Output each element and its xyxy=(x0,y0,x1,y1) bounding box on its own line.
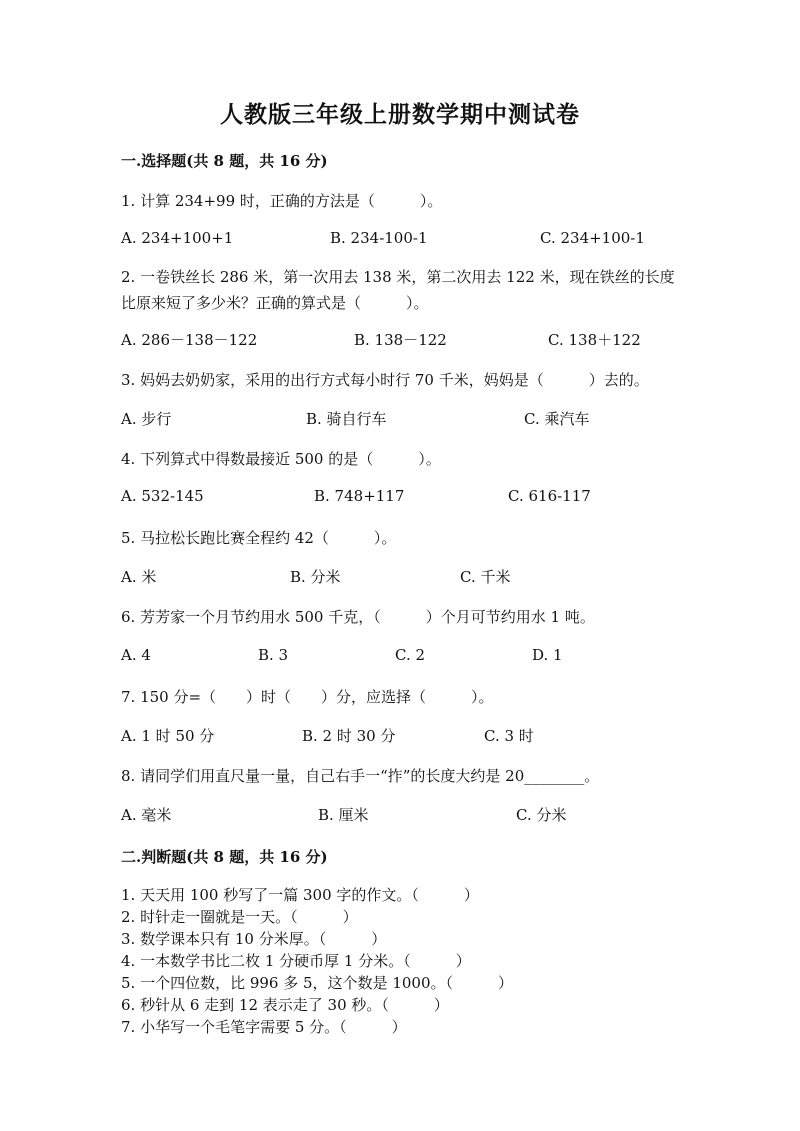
q6-option-d: D. 1 xyxy=(532,646,563,664)
q8-option-a: A. 毫米 xyxy=(121,806,172,824)
q1-option-b: B. 234-100-1 xyxy=(330,229,428,247)
question-6: 6. 芳芳家一个月节约用水 500 千克，（ ）个月可节约用水 1 吨。 xyxy=(121,608,595,626)
q8-option-c: C. 分米 xyxy=(516,806,567,824)
q6-option-a: A. 4 xyxy=(121,646,151,664)
judgement-1: 1. 天天用 100 秒写了一篇 300 字的作文。（ ） xyxy=(121,886,479,904)
section-heading-judgement: 二.判断题(共 8 题，共 16 分) xyxy=(121,848,328,866)
question-8: 8. 请同学们用直尺量一量，自己右手一“拃”的长度大约是 20________。 xyxy=(121,767,600,785)
judgement-7: 7. 小华写一个毛笔字需要 5 分。（ ） xyxy=(121,1018,407,1036)
q2-option-c: C. 138＋122 xyxy=(548,331,641,349)
question-3: 3. 妈妈去奶奶家，采用的出行方式每小时行 70 千米，妈妈是（ ）去的。 xyxy=(121,371,649,389)
q5-option-a: A. 米 xyxy=(121,568,157,586)
judgement-5: 5. 一个四位数，比 996 多 5，这个数是 1000。（ ） xyxy=(121,974,514,992)
question-5: 5. 马拉松长跑比赛全程约 42（ ）。 xyxy=(121,529,397,547)
q1-option-c: C. 234+100-1 xyxy=(540,229,645,247)
q6-option-c: C. 2 xyxy=(395,646,426,664)
q3-option-c: C. 乘汽车 xyxy=(524,410,590,428)
q7-option-a: A. 1 时 50 分 xyxy=(121,727,215,745)
q1-option-a: A. 234+100+1 xyxy=(121,229,234,247)
q5-option-b: B. 分米 xyxy=(290,568,341,586)
page-title: 人教版三年级上册数学期中测试卷 xyxy=(220,101,580,128)
question-4: 4. 下列算式中得数最接近 500 的是（ ）。 xyxy=(121,450,441,468)
judgement-4: 4. 一本数学书比二枚 1 分硬币厚 1 分米。（ ） xyxy=(121,952,471,970)
judgement-6: 6. 秒针从 6 走到 12 表示走了 30 秒。（ ） xyxy=(121,996,449,1014)
q2-option-b: B. 138－122 xyxy=(354,331,447,349)
q7-option-b: B. 2 时 30 分 xyxy=(302,727,396,745)
judgement-3: 3. 数学课本只有 10 分米厚。（ ） xyxy=(121,930,387,948)
judgement-2: 2. 时针走一圈就是一天。（ ） xyxy=(121,908,358,926)
q4-option-b: B. 748+117 xyxy=(314,487,405,505)
q7-option-c: C. 3 时 xyxy=(484,727,534,745)
q2-option-a: A. 286－138－122 xyxy=(121,331,258,349)
question-2: 2. 一卷铁丝长 286 米，第一次用去 138 米，第二次用去 122 米，现在铁丝的长度比原来短了多少米？正确的算式是（ ）。 xyxy=(121,268,675,312)
question-7: 7. 150 分=（ ）时（ ）分，应选择（ ）。 xyxy=(121,688,494,706)
q3-option-b: B. 骑自行车 xyxy=(306,410,387,428)
q5-option-c: C. 千米 xyxy=(460,568,511,586)
q6-option-b: B. 3 xyxy=(258,646,289,664)
q8-option-b: B. 厘米 xyxy=(318,806,369,824)
q4-option-a: A. 532-145 xyxy=(121,487,204,505)
question-1: 1. 计算 234+99 时，正确的方法是（ ）。 xyxy=(121,192,443,210)
section-heading-choice: 一.选择题(共 8 题，共 16 分) xyxy=(121,152,328,170)
q3-option-a: A. 步行 xyxy=(121,410,172,428)
q4-option-c: C. 616-117 xyxy=(508,487,591,505)
